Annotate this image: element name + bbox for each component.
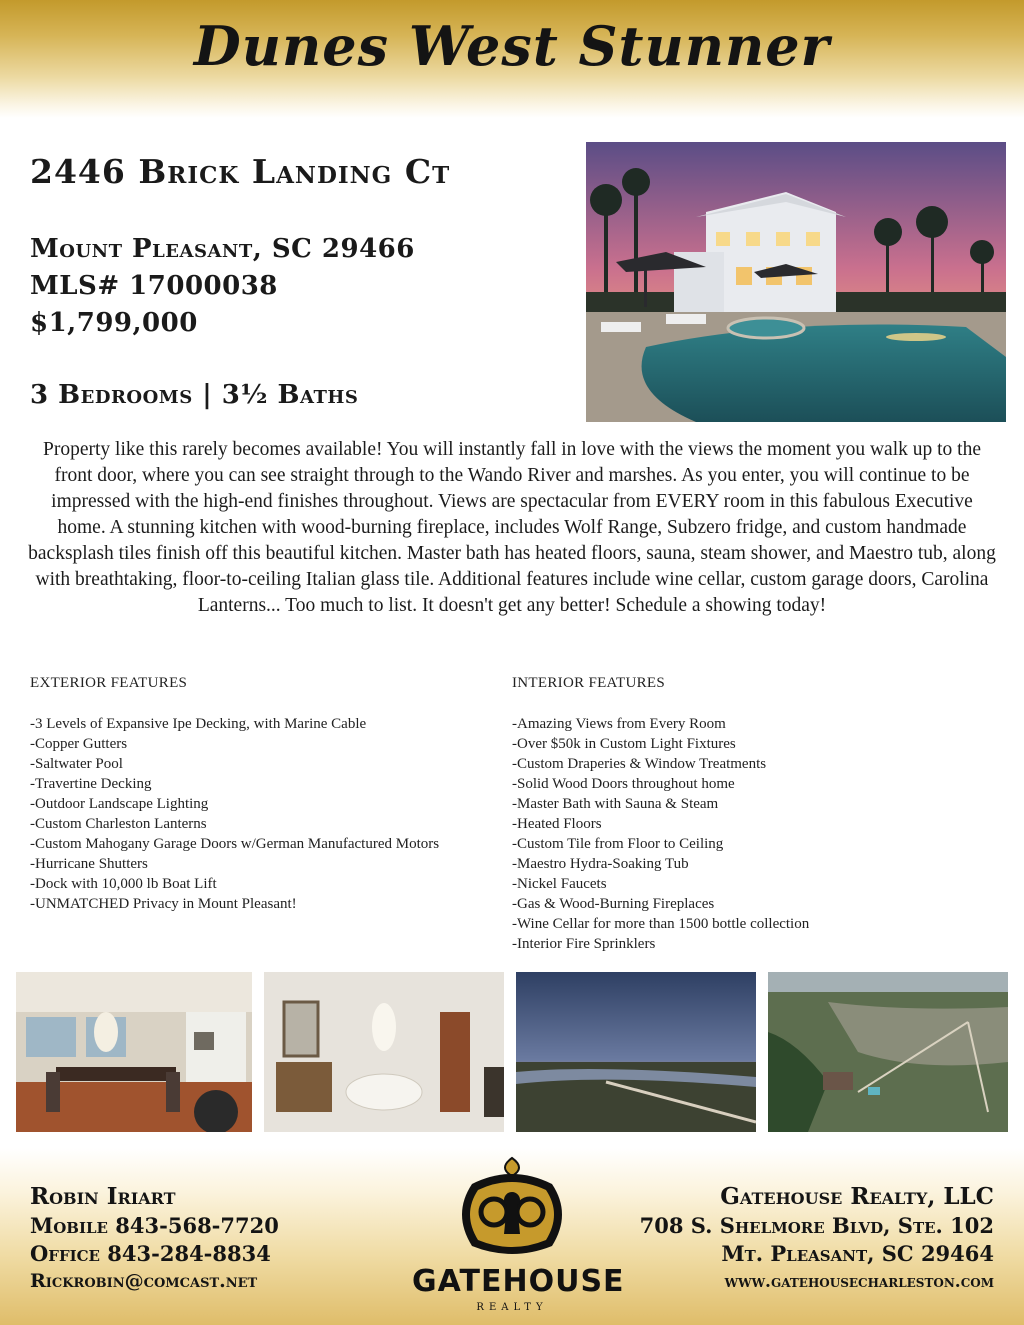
list-item: -Solid Wood Doors throughout home (512, 776, 735, 792)
logo-wordmark: GATEHOUSE (412, 1264, 625, 1299)
brokerage-name: Gatehouse Realty, LLC (720, 1183, 994, 1210)
beds-baths: 3 Bedrooms | 3½ Baths (30, 380, 359, 410)
list-item: -Custom Mahogany Garage Doors w/German Manufactured Motors (30, 836, 440, 852)
exterior-features-list (30, 714, 510, 914)
agent-email[interactable]: Rickrobin@comcast.net (30, 1270, 258, 1292)
list-item: -Over $50k in Custom Light Fixtures (512, 736, 736, 752)
list-item: -Saltwater Pool (30, 756, 123, 772)
agent-name: Robin Iriart (30, 1183, 176, 1210)
exterior-features-heading: EXTERIOR FEATURES (30, 675, 188, 691)
list-item: -Dock with 10,000 lb Boat Lift (30, 876, 217, 892)
master-bath-photo (264, 972, 504, 1132)
hero-photo (586, 142, 1006, 422)
agent-mobile: Mobile 843-568-7720 (30, 1213, 279, 1238)
gate-crest-icon (412, 1154, 612, 1264)
list-item: -Custom Tile from Floor to Ceiling (512, 836, 724, 852)
list-item: -Gas & Wood-Burning Fireplaces (512, 896, 715, 912)
flyer-title: Dunes West Stunner (193, 14, 831, 78)
list-item: -Hurricane Shutters (30, 856, 148, 872)
list-item: -Custom Draperies & Window Treatments (512, 756, 767, 772)
pool-house-illustration (586, 142, 1006, 422)
list-item: -Wine Cellar for more than 1500 bottle collection (512, 916, 810, 932)
list-item: -UNMATCHED Privacy in Mount Pleasant! (30, 896, 297, 912)
list-item: -Heated Floors (512, 816, 602, 832)
list-item: -Outdoor Landscape Lighting (30, 796, 209, 812)
list-item: -Copper Gutters (30, 736, 128, 752)
brokerage-street: 708 S. Shelmore Blvd, Ste. 102 (639, 1213, 994, 1238)
property-city: Mount Pleasant, SC 29466 (30, 234, 415, 264)
list-item: -Interior Fire Sprinklers (512, 936, 656, 952)
gatehouse-logo (412, 1154, 625, 1320)
list-item: -Custom Charleston Lanterns (30, 816, 207, 832)
aerial-view-photo (768, 972, 1008, 1132)
brokerage-website[interactable]: www.gatehousecharleston.com (724, 1272, 994, 1292)
list-item: -Amazing Views from Every Room (512, 716, 726, 732)
agent-office: Office 843-284-8834 (30, 1241, 271, 1266)
mls-number: MLS# 17000038 (30, 271, 278, 301)
dining-room-photo (16, 972, 252, 1132)
interior-features-heading: INTERIOR FEATURES (512, 675, 666, 691)
marsh-sunset-photo (516, 972, 756, 1132)
interior-features-list (512, 714, 992, 954)
list-item: -Nickel Faucets (512, 876, 607, 892)
property-description: Property like this rarely becomes available! You will instantly fall in love with the views the moment you walk up to the front door, where you can see straight through to the Wando River and marshes. As you enter, you will continue to be impressed with the high-end finishes throughout. Views are spectacular from EVERY room in this fabulous Executive home. A stunning kitchen with wood-burning fireplace, includes Wolf Range, Subzero fridge, and custom handmade backsplash tiles finish off this beautiful kitchen. Master bath has heated floors, sauna, steam shower, and Maestro tub, along with breathtaking, floor-to-ceiling Italian glass tile. Additional features include wine cellar, custom garage doors, Carolina Lanterns... Too much to list. It doesn't get any better! Schedule a showing today! (28, 439, 996, 616)
list-item: -Travertine Decking (30, 776, 152, 792)
listing-price: $1,799,000 (30, 308, 198, 338)
list-item: -3 Levels of Expansive Ipe Decking, with Marine Cable (30, 716, 367, 732)
logo-subtitle: REALTY (476, 1302, 548, 1313)
list-item: -Master Bath with Sauna & Steam (512, 796, 719, 812)
property-address: 2446 Brick Landing Ct (30, 152, 451, 191)
list-item: -Maestro Hydra-Soaking Tub (512, 856, 689, 872)
brokerage-city: Mt. Pleasant, SC 29464 (721, 1241, 994, 1266)
